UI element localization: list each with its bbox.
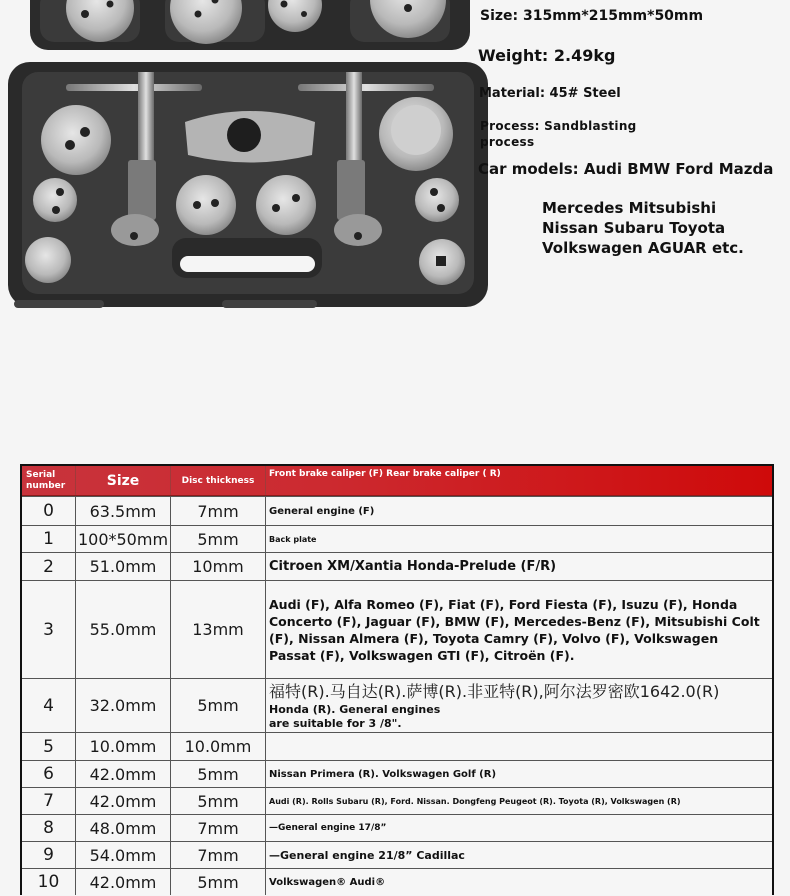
table-header-row (22, 466, 772, 496)
cell-size: 10.0mm (75, 733, 170, 760)
header-application: Front brake caliper (F) Rear brake caliper ( R) (265, 466, 772, 495)
table-row (22, 525, 772, 552)
cell-size: 32.0mm (75, 679, 170, 732)
cell-thickness: 10.0mm (170, 733, 265, 760)
cell-size: 42.0mm (75, 788, 170, 814)
table-row (22, 552, 772, 580)
cell-serial: 9 (43, 845, 54, 865)
cell-size: 63.5mm (75, 497, 170, 525)
cell-size: 48.0mm (75, 815, 170, 841)
spec-car-models-continued: Mercedes Mitsubishi Nissan Subaru Toyota Volkswagen AGUAR etc. (542, 199, 744, 257)
table-row (22, 580, 772, 678)
cell-thickness: 13mm (170, 581, 265, 678)
spec-material: Material: 45# Steel (479, 86, 621, 101)
cell-application: Citroen XM/Xantia Honda-Prelude (F/R) (265, 553, 772, 580)
header-thickness: Disc thickness (170, 466, 265, 495)
cell-thickness: 7mm (170, 815, 265, 841)
cell-application: Back plate (265, 526, 772, 552)
spec-size: Size: 315mm*215mm*50mm (480, 8, 704, 24)
cell-application: Audi (R). Rolls Subaru (R), Ford. Nissan. Dongfeng Peugeot (R). Toyota (R), Volkswagen (R) (265, 788, 772, 814)
cell-size: 55.0mm (75, 581, 170, 678)
table-row (22, 678, 772, 732)
table-row (22, 787, 772, 814)
spec-process: Process: Sandblasting process (480, 119, 637, 149)
table-row (22, 496, 772, 525)
table-row (22, 814, 772, 841)
cell-thickness: 5mm (170, 869, 265, 895)
cell-application: Nissan Primera (R). Volkswagen Golf (R) (265, 761, 772, 787)
product-specs (0, 0, 790, 300)
cell-thickness: 5mm (170, 788, 265, 814)
cell-application-english: Honda (R). General engines are suitable for 3 /8". (269, 703, 441, 730)
cell-serial: 2 (43, 556, 54, 577)
spec-car-models: Car models: Audi BMW Ford Mazda (478, 160, 774, 178)
cell-size: 54.0mm (75, 842, 170, 868)
cell-application: General engine (F) (265, 497, 772, 525)
cell-application (265, 733, 772, 760)
cell-size: 51.0mm (75, 553, 170, 580)
cell-serial: 6 (43, 764, 54, 784)
cell-application: —General engine 21/8” Cadillac (265, 842, 772, 868)
spec-weight: Weight: 2.49kg (478, 46, 616, 65)
cell-serial: 0 (43, 501, 54, 521)
cell-thickness: 5mm (170, 679, 265, 732)
cell-serial: 3 (43, 619, 54, 640)
table-row (22, 732, 772, 760)
cell-thickness: 5mm (170, 526, 265, 552)
cell-size: 42.0mm (75, 761, 170, 787)
cell-application-chinese: 福特(R).马自达(R).萨博(R).非亚特(R),阿尔法罗密欧1642.0(R) (269, 682, 720, 701)
cell-serial: 5 (43, 736, 54, 757)
adapter-spec-table (20, 464, 774, 895)
table-row (22, 760, 772, 787)
cell-size: 42.0mm (75, 869, 170, 895)
header-serial: Serial number (26, 469, 66, 491)
cell-application (265, 679, 772, 732)
table-row (22, 841, 772, 868)
cell-application: —General engine 17/8” (265, 815, 772, 841)
cell-serial: 8 (43, 818, 54, 838)
header-size: Size (75, 466, 170, 495)
cell-size: 100*50mm (75, 526, 170, 552)
cell-thickness: 5mm (170, 761, 265, 787)
cell-thickness: 10mm (170, 553, 265, 580)
cell-thickness: 7mm (170, 842, 265, 868)
cell-serial: 4 (43, 695, 54, 716)
cell-serial: 7 (43, 791, 54, 811)
table-row (22, 868, 772, 895)
cell-serial: 10 (37, 872, 60, 892)
cell-serial: 1 (43, 529, 54, 549)
cell-thickness: 7mm (170, 497, 265, 525)
cell-application: Audi (F), Alfa Romeo (F), Fiat (F), Ford Fiesta (F), Isuzu (F), Honda Concerto (F), Jaguar (F), BMW (F), Mercedes-Benz (F), Mitsubishi Colt (F), Nissan Almera (F), Toyota Camry (F), Volvo (F), Volkswagen Passat (F), Volkswagen GTI (F), Citroën (F). (265, 581, 772, 678)
cell-application: Volkswagen® Audi® (265, 869, 772, 895)
